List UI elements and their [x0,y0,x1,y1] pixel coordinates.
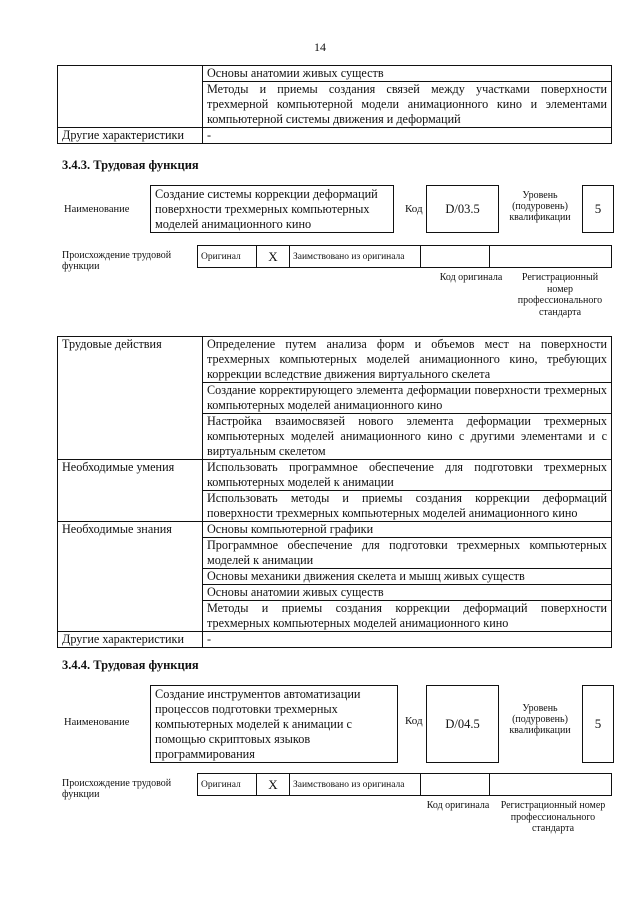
table-item: Создание корректирующего элемента деформации поверхности трехмерных компьютерных моделей анимационного кино [203,383,612,414]
origin-table [197,245,612,268]
origin-label: Происхождение трудовой функции [62,250,172,272]
level-box: 5 [582,185,614,233]
table-item: Определение путем анализа форм и объемов мест на поверхности трехмерных компьютерных моделей анимационного кино, требующих коррекции вследствие движения виртуального скелета [203,337,612,383]
top-table [57,65,612,144]
original-mark-2: X [257,774,290,796]
origin-label-2: Происхождение трудовой функции [62,778,172,800]
table-item: - [203,632,612,648]
row-label-other: Другие характеристики [58,632,203,648]
page-number: 14 [314,40,326,54]
table-item: Использовать программное обеспечение для подготовки трехмерных компьютерных моделей к анимации [203,460,612,491]
original-label: Оригинал [198,246,257,268]
table-item: Основы механики движения скелета и мышц живых существ [203,569,612,585]
origin-table-2 [197,773,612,796]
code-box: D/03.5 [426,185,499,233]
code-caption: Код оригинала [439,272,503,283]
top-table-label-other: Другие характеристики [58,128,203,144]
row-label-skills: Необходимые умения [58,460,203,522]
name-label-2: Наименование [64,717,130,728]
table-item: Основы компьютерной графики [203,522,612,538]
table-item: Программное обеспечение для подготовки трехмерных компьютерных моделей к анимации [203,538,612,569]
borrowed-label: Заимствовано из оригинала [290,246,421,268]
origin-reg-cell-2 [490,774,612,796]
borrowed-label-2: Заимствовано из оригинала [290,774,421,796]
original-label-2: Оригинал [198,774,257,796]
level-label-2: Уровень (подуровень) квалификации [509,703,571,736]
top-table-label [58,66,203,128]
row-label-actions: Трудовые действия [58,337,203,460]
row-label-knowledge: Необходимые знания [58,522,203,632]
origin-code-cell [421,246,490,268]
top-table-item: Методы и приемы создания связей между участками поверхности трехмерной компьютерной модели анимационного кино и элементами компьютерной системы движения и деформаций [203,82,612,128]
main-table [57,336,612,648]
code-label: Код [405,203,423,215]
name-label: Наименование [64,204,130,215]
level-label: Уровень (подуровень) квалификации [509,190,571,223]
section-343-heading: 3.4.3. Трудовая функция [62,158,199,172]
function-name-box: Создание системы коррекции деформаций поверхности трехмерных компьютерных моделей анимационного кино [150,185,394,233]
section-344-heading: 3.4.4. Трудовая функция [62,658,199,672]
reg-caption: Регистрационный номер профессионального стандарта [517,272,603,318]
table-item: Основы анатомии живых существ [203,585,612,601]
function-name-box-2: Создание инструментов автоматизации процессов подготовки трехмерных компьютерных моделей к анимации с помощью скриптовых языков программирования [150,685,398,763]
table-item: Настройка взаимосвязей нового элемента деформации трехмерных компьютерных моделей анимационного кино с другими элементами и с виртуальным скелетом [203,414,612,460]
table-item: Использовать методы и приемы создания коррекции деформаций поверхности трехмерных компьютерных моделей анимационного кино [203,491,612,522]
origin-reg-cell [490,246,612,268]
origin-code-cell-2 [421,774,490,796]
table-item: Методы и приемы создания коррекции деформаций поверхности трехмерных компьютерных моделей анимационного кино [203,601,612,632]
code-caption-2: Код оригинала [426,800,490,811]
code-box-2: D/04.5 [426,685,499,763]
reg-caption-2: Регистрационный номер профессионального стандарта [500,800,606,834]
top-table-item: Основы анатомии живых существ [203,66,612,82]
top-table-item-other: - [203,128,612,144]
original-mark: X [257,246,290,268]
level-box-2: 5 [582,685,614,763]
code-label-2: Код [405,715,423,727]
